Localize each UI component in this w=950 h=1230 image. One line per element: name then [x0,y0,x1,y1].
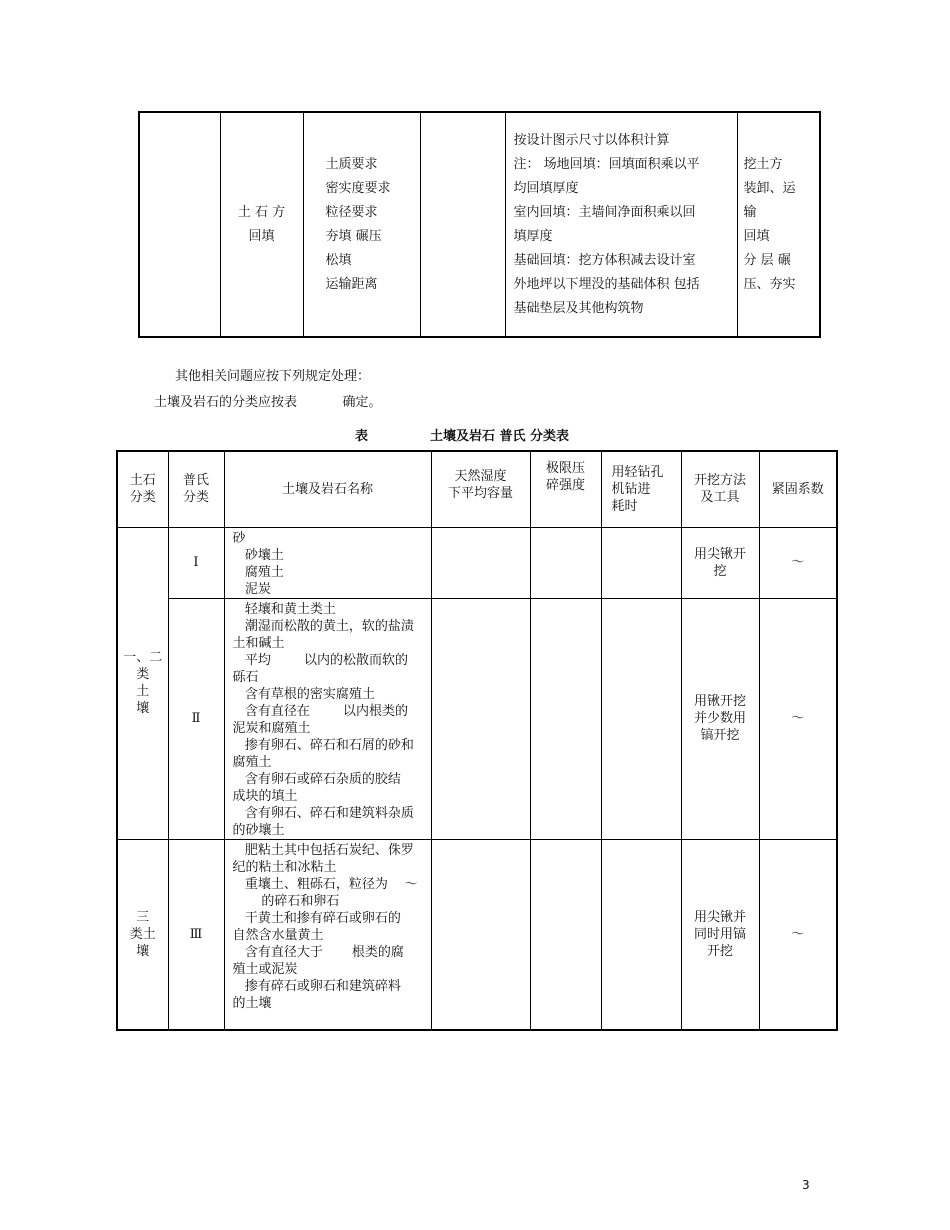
empty-cell [431,839,530,1030]
group-label: 一、二 类 土 壤 [117,527,168,839]
method-cell: 用锹开挖 并少数用 镐开挖 [681,598,759,839]
top-cell-category: 土 石 方 回填 [220,112,303,337]
empty-cell [431,527,530,598]
group-label: 三 类土 壤 [117,839,168,1030]
page-number: 3 [802,1178,810,1192]
empty-cell [530,527,601,598]
caption-table-label: 表 [355,429,369,444]
empty-cell [601,839,681,1030]
coef-cell: ～ [759,839,837,1030]
top-cell-rules: 按设计图示尺寸以体积计算 注： 场地回填：回填面积乘以平 均回填厚度 室内回填：主墙间净面积乘以回 填厚度 基础回填：挖方体积减去设计室 外地坪以下埋没的基础体积 包括 基础垫层及其他构筑物 [505,112,737,337]
header-row [117,451,837,527]
header-cell: 土石 分类 [117,451,168,527]
header-cell: 极限压 碎强度 [530,451,601,527]
header-cell: 天然湿度 下平均容量 [431,451,530,527]
names-cell: 肥粘土其中包括石炭纪、侏罗 纪的粘土和冰粘土 重壤土、粗砾石，粒径为 ～ 的碎石和卵石 干黄土和掺有碎石或卵石的 自然含水量黄土 含有直径大于 根类的腐 殖土或泥炭 掺有碎石或卵石和建筑碎料 的土壤 [224,839,431,1030]
coef-cell: ～ [759,598,837,839]
top-table [138,111,821,338]
table-row [117,839,837,1030]
top-cell-work: 挖土方 装卸、运 输 回填 分 层 碾 压、夯实 [737,112,820,337]
empty-cell [601,527,681,598]
top-cell-requirements: 土质要求 密实度要求 粒径要求 夯填 碾压 松填 运输距离 [303,112,420,337]
top-cell-1 [139,112,220,337]
method-cell: 用尖锹并 同时用镐 开挖 [681,839,759,1030]
empty-cell [601,598,681,839]
soil-classification-table [116,450,838,1031]
empty-cell [530,598,601,839]
table-row [117,527,837,598]
grade-cell: Ⅱ [168,598,224,839]
paragraph-classification: 土壤及岩石的分类应按表 确定。 [154,395,382,410]
names-cell: 砂 砂壤土 腐殖土 泥炭 [224,527,431,598]
top-cell-4 [420,112,505,337]
empty-cell [530,839,601,1030]
grade-cell: Ⅰ [168,527,224,598]
names-cell: 轻壤和黄土类土 潮湿而松散的黄土，软的盐渍 土和碱土 平均 以内的松散而软的 砾石 含有草根的密实腐殖土 含有直径在 以内根类的 泥炭和腐殖土 掺有卵石、碎石和石屑的砂和 腐殖土 含有卵石或碎石杂质的胶结 成块的填土 含有卵石、碎石和建筑料杂质 的砂壤土 [224,598,431,839]
empty-cell [431,598,530,839]
header-cell: 土壤及岩石名称 [224,451,431,527]
caption-table-title: 土壤及岩石 普氏 分类表 [430,429,570,444]
header-cell: 紧固系数 [759,451,837,527]
method-cell: 用尖锹开 挖 [681,527,759,598]
table-row [117,598,837,839]
header-cell: 开挖方法 及工具 [681,451,759,527]
coef-cell: ～ [759,527,837,598]
header-cell: 普氏 分类 [168,451,224,527]
paragraph-related-issues: 其他相关问题应按下列规定处理： [175,369,371,384]
header-cell: 用轻钻孔 机钻进 耗时 [601,451,681,527]
grade-cell: Ⅲ [168,839,224,1030]
